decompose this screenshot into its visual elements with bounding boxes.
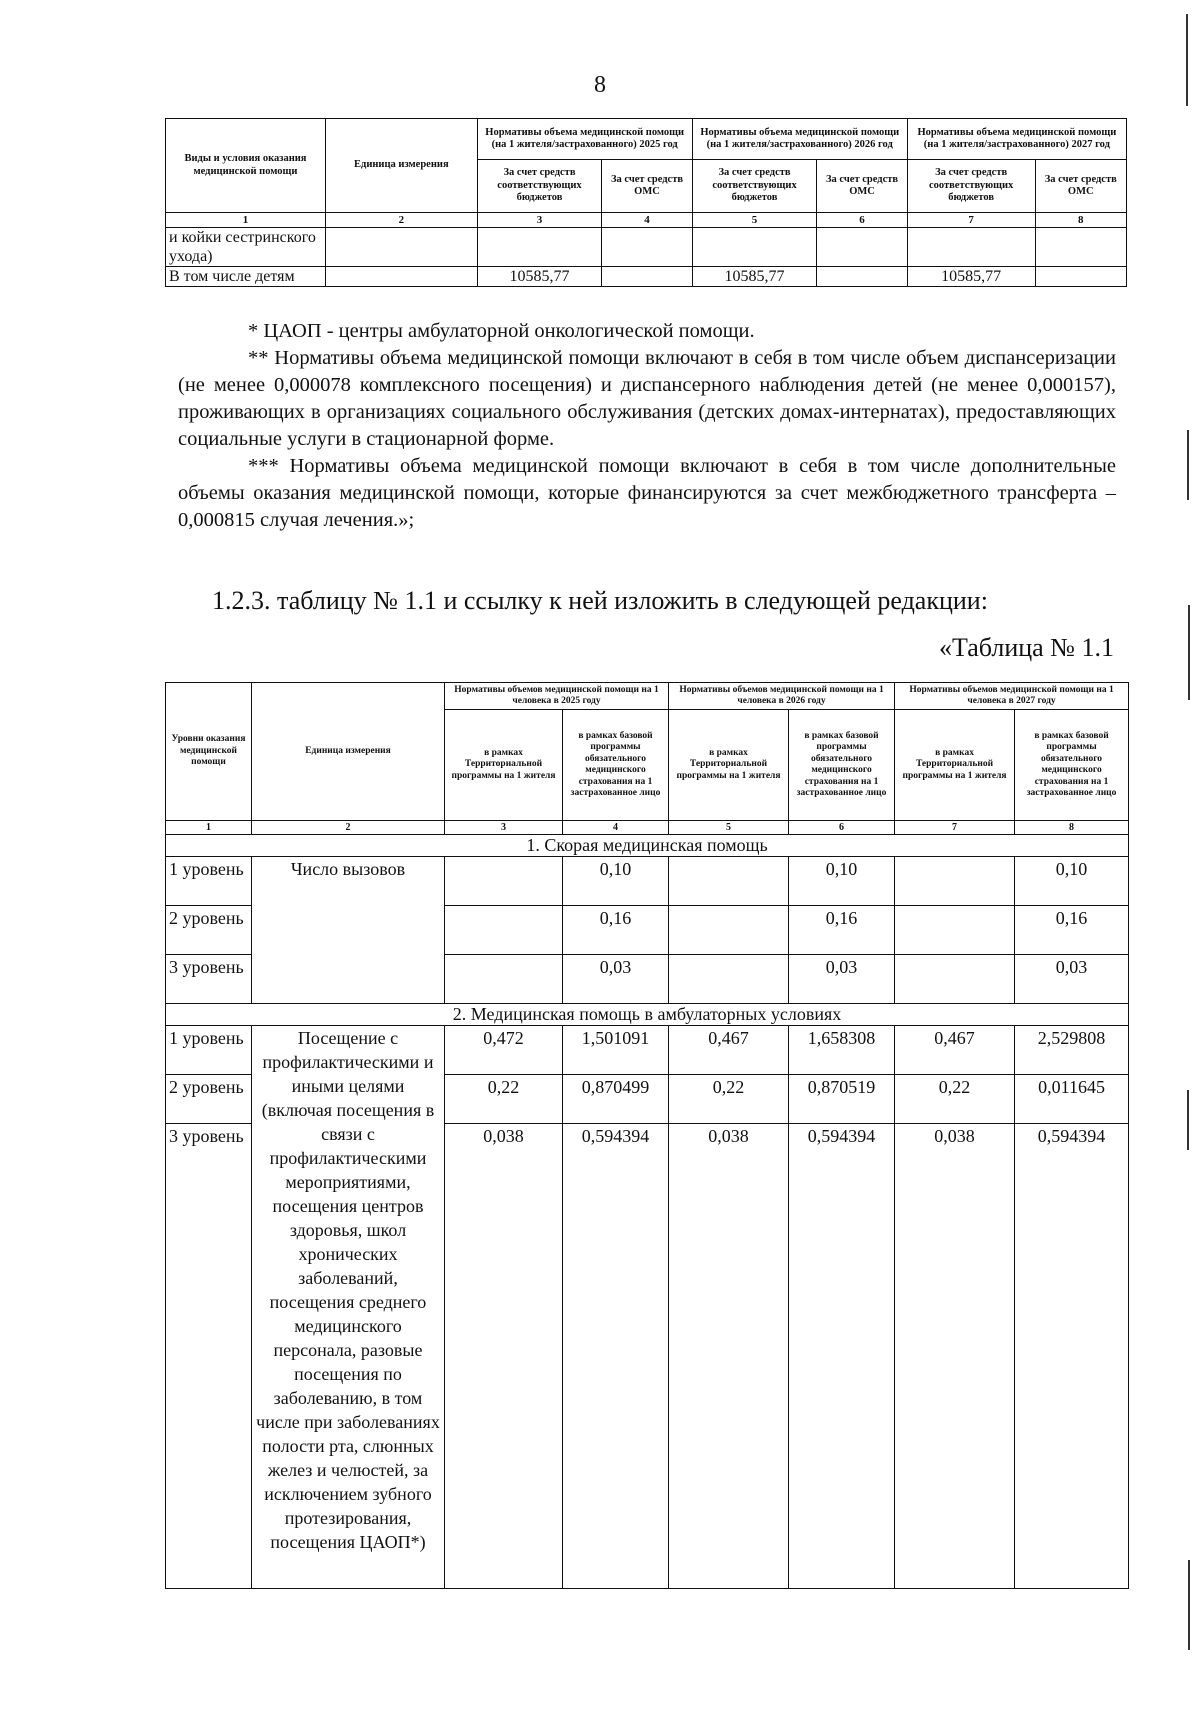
header-care-type: Виды и условия оказания медицинской помощи xyxy=(166,119,326,213)
cell-value xyxy=(895,857,1015,906)
header-2026: Нормативы объема медицинской помощи (на 1 жителя/застрахованного) 2026 год xyxy=(692,119,907,160)
header-budget-2027: За счет средств соответствующих бюджетов xyxy=(907,160,1035,213)
header-unit: Единица измерения xyxy=(252,683,445,821)
row-unit xyxy=(325,228,477,267)
unit-visits: Посещение с профилактическими и иными целями (включая посещения в связи с профилактическими мероприятиями, посещения центров здоровья, школ хронических заболеваний, посещения среднего медицинского персонала, разовые посещения по заболеванию, в том числе при заболеваниях полости рта, слюнных желез и челюстей, за исключением зубного протезирования, посещения ЦАОП*) xyxy=(252,1026,445,1589)
cell-value: 0,22 xyxy=(669,1075,789,1124)
header-oms-2027: За счет средств ОМС xyxy=(1035,160,1126,213)
cell-value xyxy=(817,267,907,287)
cell-value xyxy=(602,267,692,287)
scan-edge-mark xyxy=(1187,430,1189,500)
cell-value: 0,038 xyxy=(669,1124,789,1589)
header-base-2027: в рамках базовой программы обязательного медицинского страхования на 1 застрахованное лицо xyxy=(1015,710,1129,821)
col-number: 2 xyxy=(252,821,445,835)
table-1-1 xyxy=(165,682,1129,1589)
col-number: 5 xyxy=(692,213,817,228)
cell-value xyxy=(669,906,789,955)
cell-value: 0,22 xyxy=(445,1075,563,1124)
header-terr-2027: в рамках Территориальной программы на 1 жителя xyxy=(895,710,1015,821)
cell-value: 0,03 xyxy=(789,955,895,1004)
header-oms-2026: За счет средств ОМС xyxy=(817,160,907,213)
scan-edge-mark xyxy=(1186,14,1188,106)
col-number: 6 xyxy=(817,213,907,228)
cell-value: 0,10 xyxy=(563,857,669,906)
table-row xyxy=(166,267,1127,287)
scan-edge-mark xyxy=(1187,1090,1189,1150)
cell-value xyxy=(445,955,563,1004)
row-label: и койки сестринского ухода) xyxy=(166,228,326,267)
table-row xyxy=(166,228,1127,267)
header-unit: Единица измерения xyxy=(325,119,477,213)
cell-value xyxy=(895,906,1015,955)
cell-value: 0,870519 xyxy=(789,1075,895,1124)
cell-value: 1,658308 xyxy=(789,1026,895,1075)
cell-value xyxy=(1035,267,1126,287)
col-number: 3 xyxy=(445,821,563,835)
col-number: 6 xyxy=(789,821,895,835)
cell-value: 0,467 xyxy=(669,1026,789,1075)
section-title-outpatient: 2. Медицинская помощь в амбулаторных условиях xyxy=(166,1004,1129,1026)
cell-value xyxy=(1035,228,1126,267)
header-terr-2026: в рамках Территориальной программы на 1 жителя xyxy=(669,710,789,821)
col-number: 8 xyxy=(1015,821,1129,835)
cell-value: 10585,77 xyxy=(477,267,602,287)
cell-value: 0,16 xyxy=(1015,906,1129,955)
cell-value: 10585,77 xyxy=(907,267,1035,287)
cell-value xyxy=(895,955,1015,1004)
row-label: В том числе детям xyxy=(166,267,326,287)
header-2027: Нормативы объемов медицинской помощи на 1 человека в 2027 году xyxy=(895,683,1129,710)
amendment-instruction: 1.2.3. таблицу № 1.1 и ссылку к ней изложить в следующей редакции: xyxy=(212,586,988,615)
cell-value: 0,467 xyxy=(895,1026,1015,1075)
col-number: 4 xyxy=(563,821,669,835)
cell-value xyxy=(445,906,563,955)
col-number: 7 xyxy=(907,213,1035,228)
header-base-2025: в рамках базовой программы обязательного медицинского страхования на 1 застрахованное лицо xyxy=(563,710,669,821)
cell-value: 0,472 xyxy=(445,1026,563,1075)
volume-norms-table-continued xyxy=(165,118,1127,287)
level-label: 2 уровень xyxy=(166,1075,252,1124)
header-terr-2025: в рамках Территориальной программы на 1 жителя xyxy=(445,710,563,821)
cell-value xyxy=(602,228,692,267)
cell-value: 0,10 xyxy=(1015,857,1129,906)
header-budget-2026: За счет средств соответствующих бюджетов xyxy=(692,160,817,213)
level-label: 3 уровень xyxy=(166,1124,252,1589)
footnotes xyxy=(178,318,1116,534)
table-caption: «Таблица № 1.1 xyxy=(938,633,1114,662)
cell-value xyxy=(669,955,789,1004)
col-number: 1 xyxy=(166,213,326,228)
header-base-2026: в рамках базовой программы обязательного медицинского страхования на 1 застрахованное лицо xyxy=(789,710,895,821)
section-title-emergency: 1. Скорая медицинская помощь xyxy=(166,835,1129,857)
cell-value: 0,870499 xyxy=(563,1075,669,1124)
level-label: 1 уровень xyxy=(166,857,252,906)
cell-value: 0,10 xyxy=(789,857,895,906)
cell-value: 0,16 xyxy=(563,906,669,955)
cell-value xyxy=(477,228,602,267)
table-row xyxy=(166,1026,1129,1075)
footnote-caop: * ЦАОП - центры амбулаторной онкологической помощи. xyxy=(248,320,755,342)
header-level: Уровни оказания медицинской помощи xyxy=(166,683,252,821)
cell-value xyxy=(817,228,907,267)
level-label: 3 уровень xyxy=(166,955,252,1004)
cell-value: 0,16 xyxy=(789,906,895,955)
col-number: 7 xyxy=(895,821,1015,835)
level-label: 2 уровень xyxy=(166,906,252,955)
cell-value: 0,011645 xyxy=(1015,1075,1129,1124)
header-2027: Нормативы объема медицинской помощи (на 1 жителя/застрахованного) 2027 год xyxy=(907,119,1126,160)
cell-value: 0,594394 xyxy=(1015,1124,1129,1589)
cell-value: 0,038 xyxy=(445,1124,563,1589)
cell-value: 0,038 xyxy=(895,1124,1015,1589)
cell-value xyxy=(692,228,817,267)
header-2025: Нормативы объемов медицинской помощи на 1 человека в 2025 году xyxy=(445,683,669,710)
cell-value: 2,529808 xyxy=(1015,1026,1129,1075)
cell-value: 10585,77 xyxy=(692,267,817,287)
cell-value: 0,594394 xyxy=(563,1124,669,1589)
page-number: 8 xyxy=(594,72,606,98)
cell-value xyxy=(445,857,563,906)
col-number: 4 xyxy=(602,213,692,228)
cell-value: 0,22 xyxy=(895,1075,1015,1124)
table-row xyxy=(166,857,1129,906)
col-number: 5 xyxy=(669,821,789,835)
scan-edge-mark xyxy=(1188,605,1190,700)
cell-value: 0,03 xyxy=(563,955,669,1004)
col-number: 3 xyxy=(477,213,602,228)
cell-value: 0,03 xyxy=(1015,955,1129,1004)
header-2026: Нормативы объемов медицинской помощи на 1 человека в 2026 году xyxy=(669,683,895,710)
cell-value xyxy=(907,228,1035,267)
scan-edge-mark xyxy=(1188,1560,1190,1650)
cell-value: 0,594394 xyxy=(789,1124,895,1589)
col-number: 8 xyxy=(1035,213,1126,228)
cell-value: 1,501091 xyxy=(563,1026,669,1075)
row-unit xyxy=(325,267,477,287)
col-number: 1 xyxy=(166,821,252,835)
header-oms-2025: За счет средств ОМС xyxy=(602,160,692,213)
col-number: 2 xyxy=(325,213,477,228)
level-label: 1 уровень xyxy=(166,1026,252,1075)
footnote-dispensary: ** Нормативы объема медицинской помощи включают в себя в том числе объем диспансеризации (не менее 0,000078 комплексного посещения) и диспансерного наблюдения детей (не менее 0,000157), проживающих в организациях социального обслуживания (детских домах-интернатах), предоставляющих социальные услуги в стационарной форме. xyxy=(178,347,1116,450)
unit-calls: Число вызовов xyxy=(252,857,445,1004)
header-budget-2025: За счет средств соответствующих бюджетов xyxy=(477,160,602,213)
header-2025: Нормативы объема медицинской помощи (на 1 жителя/застрахованного) 2025 год xyxy=(477,119,692,160)
cell-value xyxy=(669,857,789,906)
footnote-transfer: *** Нормативы объема медицинской помощи включают в себя в том числе дополнительные объемы оказания медицинской помощи, которые финансируются за счет межбюджетного трансферта – 0,000815 случая лечения.»; xyxy=(178,455,1116,531)
